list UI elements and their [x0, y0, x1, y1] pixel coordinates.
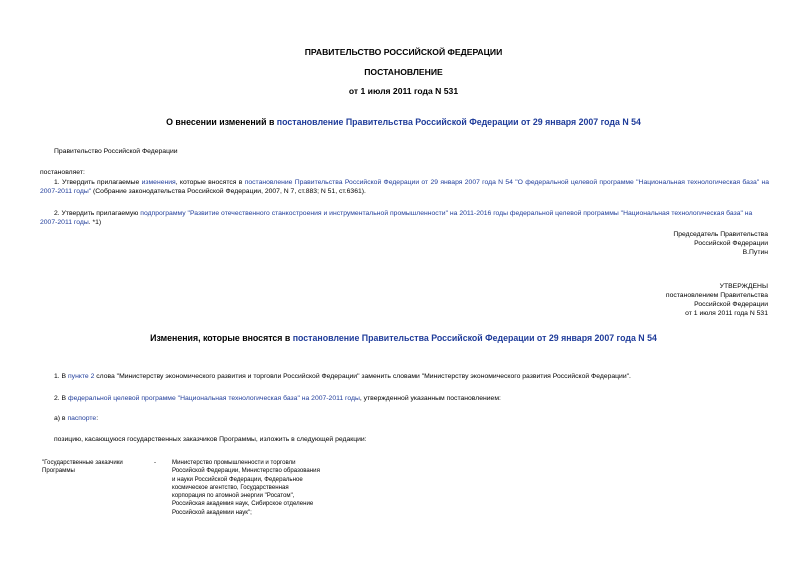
- changes-title-prefix: Изменения, которые вносятся в: [150, 333, 293, 343]
- p1-text2: , которые вносятся в: [175, 179, 245, 186]
- p2-text2: . *1): [88, 219, 102, 226]
- signature-block: [673, 230, 768, 257]
- change-2: [54, 394, 501, 403]
- c1-text1: 1. В: [54, 373, 68, 380]
- p1-link-decree[interactable]: постановление Правительства Российской Федерации от 29 января 2007 года N 54 "О федеральной целевой программе "Национальная технологическая база" на 2007-2011 годы": [40, 179, 769, 195]
- p2-link-subprogram[interactable]: подпрограмму "Развитие отечественного станкостроения и инструментальной промышленности" на 2011-2016 годы федеральной целевой программы "Национальная технологическая база" на 2007-2011 годы: [40, 210, 753, 226]
- government-label: Правительство Российской Федерации: [54, 148, 178, 155]
- table-right-line: Российской Федерации, Министерство образования: [172, 467, 320, 475]
- p1-text3: (Собрание законодательства Российской Федерации, 2007, N 7, ст.883; N 51, ст.6361).: [91, 188, 366, 195]
- table-left-cell: [42, 459, 123, 476]
- table-left-line2: Программы: [42, 467, 75, 475]
- government-heading: ПРАВИТЕЛЬСТВО РОССИЙСКОЙ ФЕДЕРАЦИИ: [304, 47, 503, 57]
- change-1: [54, 372, 631, 381]
- table-right-line: Российская академия наук, Сибирское отделение: [172, 500, 314, 508]
- c3-text2: :: [96, 415, 99, 422]
- document-title: [0, 117, 807, 127]
- table-right-cell: [172, 459, 320, 517]
- c1-text2: слова "Министерству экономического развития и торговли Российской Федерации" заменить словами "Министерству экономического развития Российской Федерации".: [94, 373, 631, 380]
- table-left-line1: "Государственные заказчики: [42, 459, 123, 466]
- changes-title: [0, 333, 807, 343]
- table-right-line: корпорация по атомной энергии "Росатом",: [172, 492, 295, 500]
- title-prefix: О внесении изменений в: [166, 117, 277, 127]
- decrees-word: постановляет:: [40, 169, 85, 176]
- paragraph-2: [40, 209, 769, 227]
- c1-link-point2[interactable]: пункте 2: [67, 373, 95, 380]
- change-3: [54, 414, 98, 423]
- c2-text2: , утвержденной указанным постановлением:: [359, 395, 501, 402]
- table-right-line: космическое агентство, Государственная: [172, 483, 289, 491]
- date-number-heading: от 1 июля 2011 года N 531: [348, 86, 459, 96]
- table-right-line: Министерство промышленности и торговли: [172, 459, 296, 466]
- p1-link-changes[interactable]: изменения: [141, 179, 176, 186]
- changes-title-link[interactable]: постановление Правительства Российской Федерации от 29 января 2007 года N 54: [292, 333, 657, 343]
- p2-text1: 2. Утвердить прилагаемую: [54, 210, 141, 217]
- signature-position: Председатель Правительства: [673, 231, 768, 238]
- signature-country: Российской Федерации: [694, 240, 768, 247]
- table-right-line: Российской академии наук";: [172, 508, 252, 516]
- approved-by: постановлением Правительства: [665, 292, 768, 299]
- c2-text1: 2. В: [54, 395, 68, 402]
- change-4: позицию, касающуюся государственных заказчиков Программы, изложить в следующей редакции:: [54, 436, 367, 443]
- approved-title: УТВЕРЖДЕНЫ: [719, 283, 768, 290]
- p1-text1: 1. Утвердить прилагаемые: [54, 179, 142, 186]
- c3-link-passport[interactable]: паспорте: [67, 415, 97, 422]
- approved-date: от 1 июля 2011 года N 531: [685, 310, 768, 317]
- approved-block: [666, 282, 768, 318]
- approved-country: Российской Федерации: [694, 301, 768, 308]
- paragraph-1: [40, 178, 769, 196]
- title-link[interactable]: постановление Правительства Российской Федерации от 29 января 2007 года N 54: [276, 117, 641, 127]
- c3-text1: а) в: [54, 415, 68, 422]
- table-right-line: и науки Российской Федерации, Федеральное: [172, 475, 303, 483]
- table-dash: -: [154, 459, 157, 466]
- signature-name: В.Путин: [742, 249, 768, 256]
- doc-type-heading: ПОСТАНОВЛЕНИЕ: [364, 67, 443, 77]
- c2-link-program[interactable]: федеральной целевой программе "Национальная технологическая база" на 2007-2011 годы: [67, 395, 360, 402]
